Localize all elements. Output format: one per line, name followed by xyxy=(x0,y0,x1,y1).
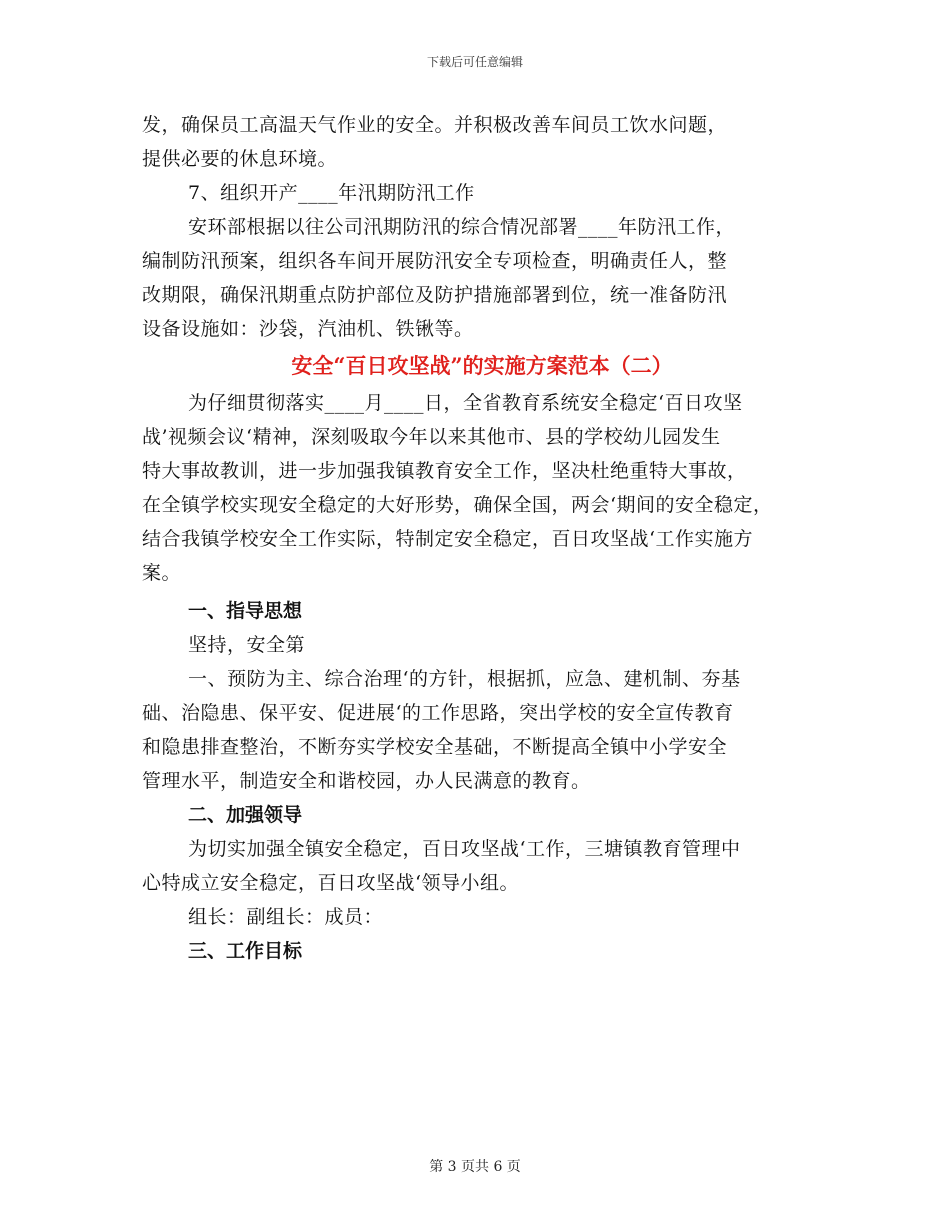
paragraph-line: 结合我镇学校安全工作实际，特制定安全稳定，百日攻坚战‘工作实施方 xyxy=(142,528,754,550)
paragraph-line: 改期限，确保汛期重点防护部位及防护措施部署到位，统一准备防汛 xyxy=(142,284,728,306)
section-heading: 一、指导思想 xyxy=(188,600,303,622)
members-line: 组长：副组长：成员： xyxy=(188,906,384,928)
paragraph-line: 一、预防为主、综合治理‘的方针，根据抓，应急、建机制、夯基 xyxy=(188,668,741,690)
page-footer: 第 3 页共 6 页 xyxy=(429,1159,521,1175)
paragraph-line: 为切实加强全镇安全稳定，百日攻坚战‘工作，三塘镇教育管理中 xyxy=(188,838,741,860)
paragraph-line: 特大事故教训，进一步加强我镇教育安全工作，坚决杜绝重特大事故， xyxy=(142,460,747,482)
page-header: 下载后可任意编辑 xyxy=(426,55,523,69)
paragraph-line: 安环部根据以往公司汛期防汛的综合情况部署____年防汛工作， xyxy=(188,216,736,238)
paragraph-line: 在全镇学校实现安全稳定的大好形势，确保全国，两会‘期间的安全稳定， xyxy=(142,494,773,516)
section-heading: 二、加强领导 xyxy=(188,804,303,826)
paragraph-line: 为仔细贯彻落实____月____日，全省教育系统安全稳定‘百日攻坚 xyxy=(188,392,743,414)
paragraph-line: 心特成立安全稳定，百日攻坚战‘领导小组。 xyxy=(142,872,520,894)
document-body xyxy=(142,108,822,968)
item-7-heading: 7、组织开产____年汛期防汛工作 xyxy=(188,182,475,204)
paragraph-line: 管理水平，制造安全和谐校园，办人民满意的教育。 xyxy=(142,770,591,792)
section-heading: 三、工作目标 xyxy=(188,940,303,962)
paragraph-line: 提供必要的休息环境。 xyxy=(142,148,338,170)
paragraph-line: 战’视频会议‘精神，深刻吸取今年以来其他市、县的学校幼儿园发生 xyxy=(142,426,721,448)
paragraph-line: 案。 xyxy=(142,562,182,584)
paragraph-line: 发，确保员工高温天气作业的安全。并积极改善车间员工饮水问题， xyxy=(142,114,728,136)
document-title: 安全“百日攻坚战”的实施方案范本（二） xyxy=(291,353,673,378)
paragraph-line: 础、治隐患、保平安、促进展‘的工作思路，突出学校的安全宣传教育 xyxy=(142,702,734,724)
paragraph-line: 设备设施如：沙袋，汽油机、铁锹等。 xyxy=(142,318,474,340)
paragraph-line: 坚持，安全第 xyxy=(188,634,306,656)
paragraph-line: 和隐患排查整治，不断夯实学校安全基础，不断提高全镇中小学安全 xyxy=(142,736,728,758)
paragraph-line: 编制防汛预案，组织各车间开展防汛安全专项检查，明确责任人，整 xyxy=(142,250,728,272)
